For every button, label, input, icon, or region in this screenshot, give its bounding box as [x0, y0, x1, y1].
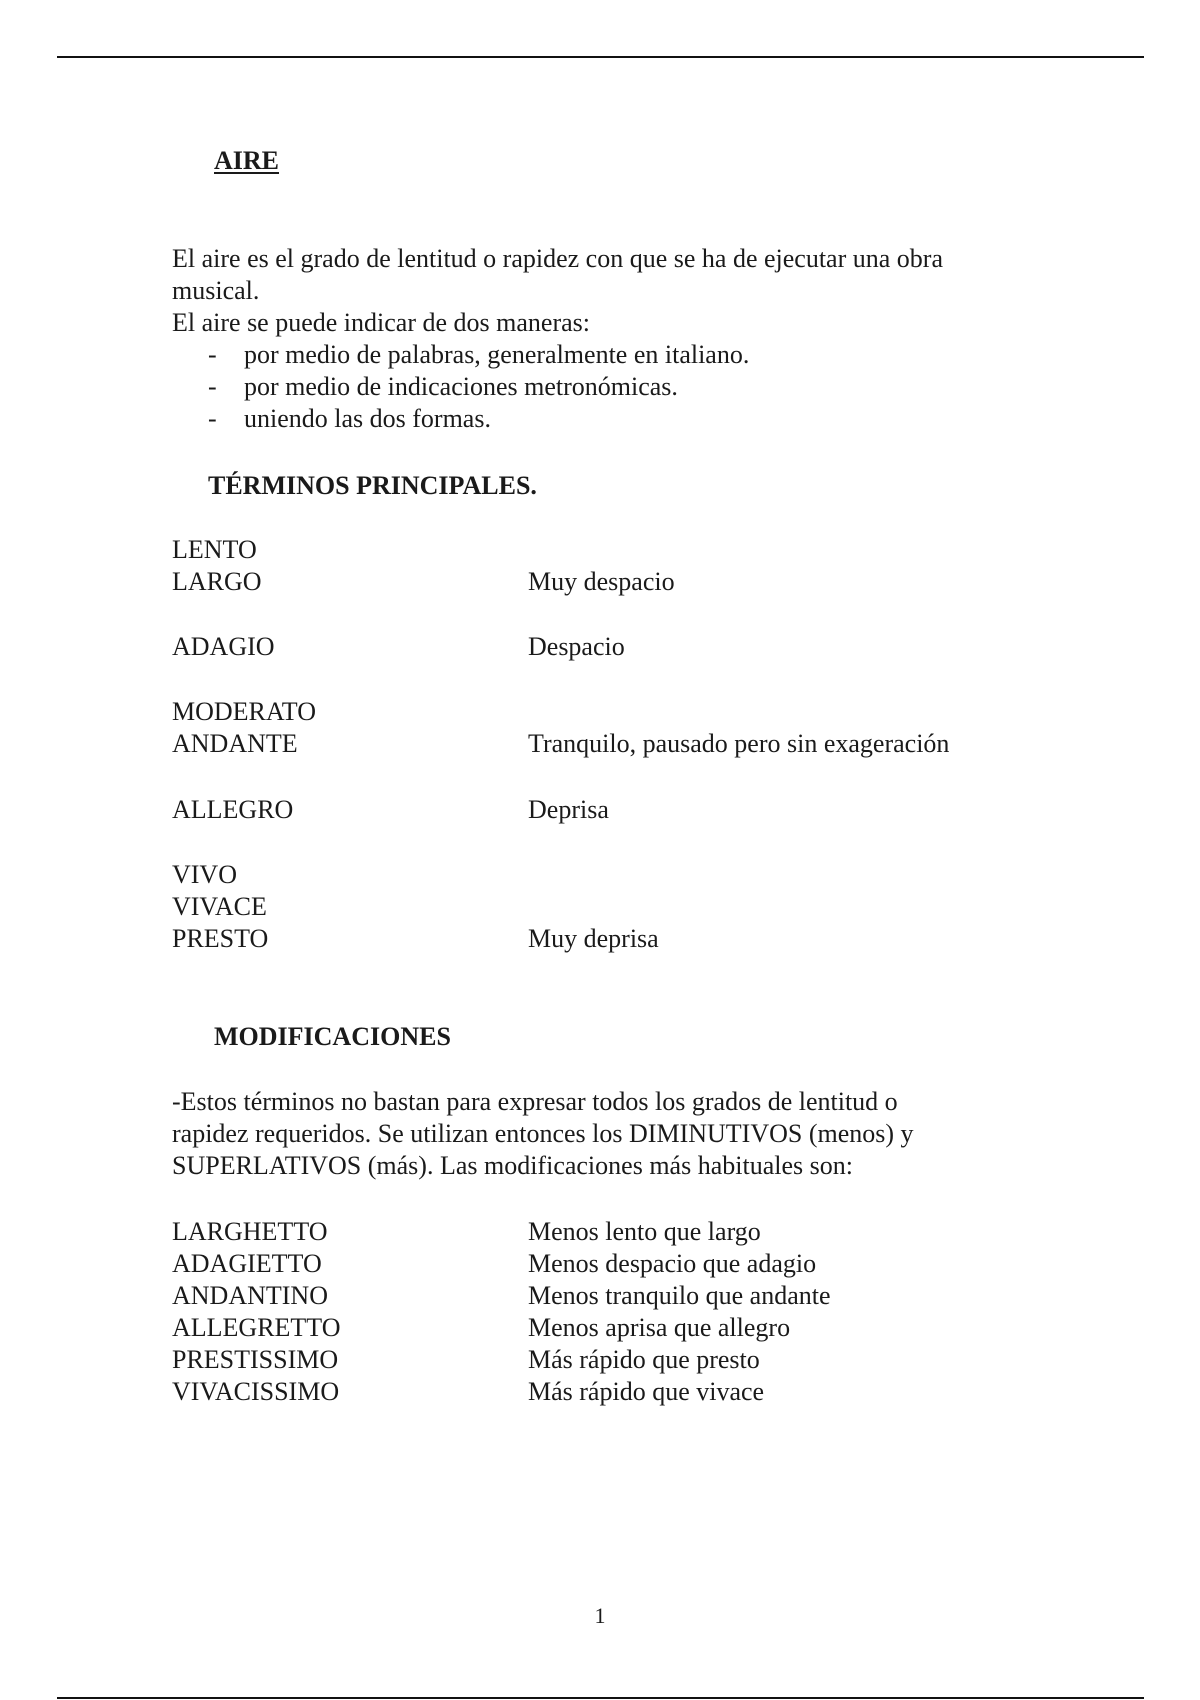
bullet-item: uniendo las dos formas.	[244, 404, 491, 433]
bullet-item: por medio de indicaciones metronómicas.	[244, 372, 678, 401]
bullet-marker: -	[208, 372, 217, 401]
term-name: ALLEGRETTO	[172, 1313, 341, 1342]
term-name: ANDANTINO	[172, 1281, 328, 1310]
term-name: LARGO	[172, 567, 262, 596]
term-name: ANDANTE	[172, 729, 298, 758]
term-definition: Más rápido que presto	[528, 1345, 760, 1374]
term-name: PRESTO	[172, 924, 269, 953]
term-definition: Muy despacio	[528, 567, 675, 596]
page-title: AIRE	[214, 146, 280, 175]
modificaciones-line-1: -Estos términos no bastan para expresar todos los grados de lentitud o	[172, 1087, 898, 1116]
term-name: ADAGIO	[172, 632, 275, 661]
term-name: ALLEGRO	[172, 795, 294, 824]
term-name: MODERATO	[172, 697, 316, 726]
bullet-marker: -	[208, 340, 217, 369]
term-definition: Menos aprisa que allegro	[528, 1313, 791, 1342]
modificaciones-line-3: SUPERLATIVOS (más). Las modificaciones más habituales son:	[172, 1151, 853, 1180]
section-heading-principales: TÉRMINOS PRINCIPALES.	[208, 471, 537, 500]
bullet-item: por medio de palabras, generalmente en italiano.	[244, 340, 750, 369]
bullet-marker: -	[208, 404, 217, 433]
term-definition: Deprisa	[528, 795, 609, 824]
section-heading-modificaciones: MODIFICACIONES	[214, 1022, 451, 1051]
term-name: LENTO	[172, 535, 257, 564]
page-number: 1	[594, 1603, 606, 1628]
intro-line-3: El aire se puede indicar de dos maneras:	[172, 308, 590, 337]
term-name: VIVACISSIMO	[172, 1377, 340, 1406]
term-name: PRESTISSIMO	[172, 1345, 339, 1374]
term-name: LARGHETTO	[172, 1217, 328, 1246]
bottom-rule	[57, 1697, 1144, 1699]
term-definition: Tranquilo, pausado pero sin exageración	[528, 729, 950, 758]
term-definition: Despacio	[528, 632, 625, 661]
term-name: ADAGIETTO	[172, 1249, 322, 1278]
intro-line-1: El aire es el grado de lentitud o rapidez con que se ha de ejecutar una obra	[172, 244, 943, 273]
term-definition: Muy deprisa	[528, 924, 659, 953]
term-definition: Menos tranquilo que andante	[528, 1281, 831, 1310]
intro-line-2: musical.	[172, 276, 260, 305]
term-name: VIVO	[172, 860, 237, 889]
term-name: VIVACE	[172, 892, 267, 921]
modificaciones-line-2: rapidez requeridos. Se utilizan entonces los DIMINUTIVOS (menos) y	[172, 1119, 914, 1148]
term-definition: Menos despacio que adagio	[528, 1249, 817, 1278]
term-definition: Menos lento que largo	[528, 1217, 761, 1246]
term-definition: Más rápido que vivace	[528, 1377, 765, 1406]
